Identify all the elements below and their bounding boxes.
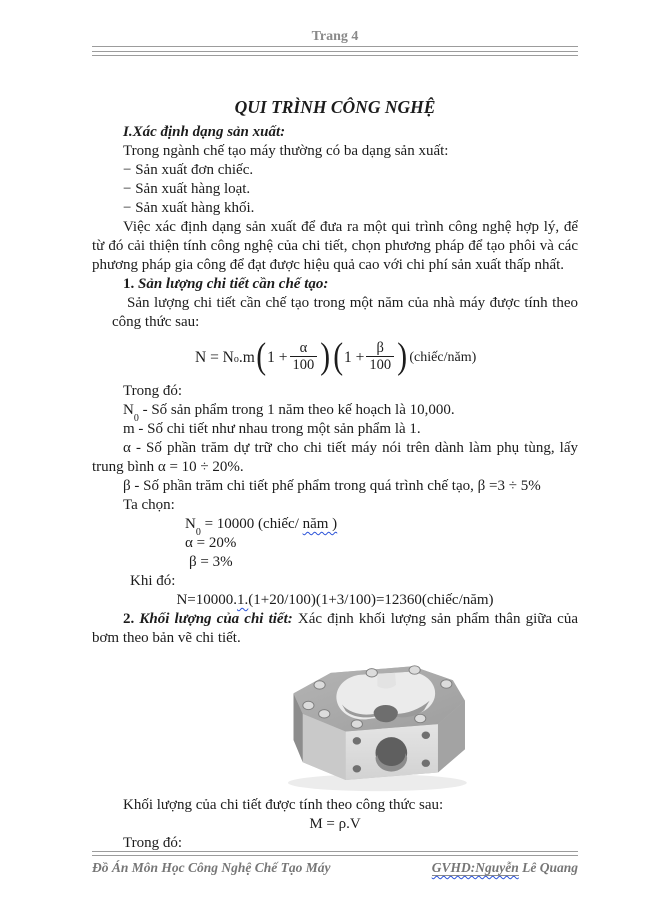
page-footer	[92, 851, 578, 876]
footer-left-text: Đồ Án Môn Học Công Nghệ Chế Tạo Máy	[92, 860, 331, 875]
formula-term2: 1 +	[343, 348, 365, 366]
subsection2-title: Khối lượng của chi tiết:	[134, 611, 293, 627]
chosen-n0: $N_0 = 10000$ (chiếc/ năm )	[185, 516, 338, 538]
then-label: Khi đó:	[130, 573, 176, 589]
document-title: QUI TRÌNH CÔNG NGHỆ	[234, 97, 436, 117]
subsection2-number: 2.	[123, 611, 135, 627]
section1-heading: I.Xác định dạng sản xuất:	[123, 124, 286, 140]
production-formula: N = N $_o$ .m ( 1 + $\frac{\alpha}{100}$ ) ( 1 + $\frac{\beta}{100}$ ) (chiếc/năm)	[195, 336, 477, 377]
fraction-beta: $\frac{\beta}{100}$	[366, 341, 394, 373]
formula-lhs: N = N	[195, 348, 234, 366]
subsection1-title: Sản lượng chi tiết cần chế tạo:	[134, 276, 329, 292]
footer-rule	[92, 851, 578, 856]
fraction-alpha: $\frac{\alpha}{100}$	[290, 341, 318, 373]
def-n0: $N_0$ - Số sản phẩm trong 1 năm theo kế hoạch là 10,000.	[123, 402, 455, 424]
header-rule	[92, 51, 578, 56]
subsection1-number: 1.	[123, 276, 135, 292]
def-beta: β - Số phần trăm chi tiết phế phẩm trong quá trình chế tạo, β =3 ÷ 5%	[123, 478, 541, 494]
chosen-label: Ta chọn:	[123, 497, 175, 513]
left-paren: (	[332, 336, 343, 377]
spellcheck-wavy-segment: 1.	[236, 592, 249, 608]
chosen-beta: β = 3%	[189, 554, 233, 570]
bullet-item: − Sản xuất đơn chiếc.	[123, 162, 254, 178]
def-m: m - Số chi tiết như nhau trong một sản phẩm là 1.	[123, 421, 421, 437]
footer-right-text: GVHD:Nguyễn Lê Quang	[431, 860, 578, 875]
pump-body-image	[273, 654, 478, 796]
left-paren: (	[256, 336, 266, 377]
chosen-alpha: α = 20%	[185, 535, 237, 551]
subsection1-heading	[92, 275, 578, 294]
formula-lhs2: .m	[238, 348, 255, 366]
mass-formula: M = ρ.V	[309, 816, 361, 832]
subsection2-heading	[92, 610, 578, 648]
def-alpha: α - Số phần trăm dự trữ cho chi tiết máy nói trên dành làm phụ tùng, lấy trung bình α = 10 ÷ 20%.	[92, 440, 578, 475]
right-paren: )	[320, 336, 331, 377]
section1-paragraph: Việc xác định dạng sản xuất để đưa ra một qui trình công nghệ hợp lý, để từ đó cải thiện tính công nghệ của chi tiết, chọn phương pháp để tạo phôi và các phương pháp gia công để đạt được hiệu quả cao với chi phí sản xuất thấp nhất.	[92, 219, 578, 273]
spellcheck-wavy-segment: GVHD:Nguyễn	[431, 860, 519, 875]
page-number-label: Trang 4	[92, 28, 578, 47]
where-label: Trong đó:	[123, 383, 183, 399]
mass-intro: Khối lượng của chi tiết được tính theo công thức sau:	[123, 797, 444, 813]
formula-term1: 1 +	[267, 348, 288, 366]
figure-container	[92, 654, 578, 796]
bullet-item: − Sản xuất hàng khối.	[123, 200, 255, 216]
subsection2-lead: Xác định khối lượng sản phẩm thân giữa của bơm theo bản vẽ chi tiết.	[92, 611, 578, 646]
spellcheck-wavy-segment: năm )	[302, 516, 338, 532]
formula-unit: (chiếc/năm)	[409, 349, 477, 365]
page-header	[92, 28, 578, 56]
bullet-item: − Sản xuất hàng loạt.	[123, 181, 251, 197]
result-equation: N=10000.1.(1+20/100)(1+3/100)=12360(chiếc/năm)	[176, 592, 494, 608]
subsection1-intro: Sản lượng chi tiết cần chế tạo trong một năm của nhà máy được tính theo công thức sau:	[112, 295, 578, 330]
section1-intro: Trong ngành chế tạo máy thường có ba dạng sản xuất:	[123, 143, 449, 159]
right-paren: )	[397, 336, 408, 377]
where-label-2: Trong đó:	[123, 835, 183, 851]
